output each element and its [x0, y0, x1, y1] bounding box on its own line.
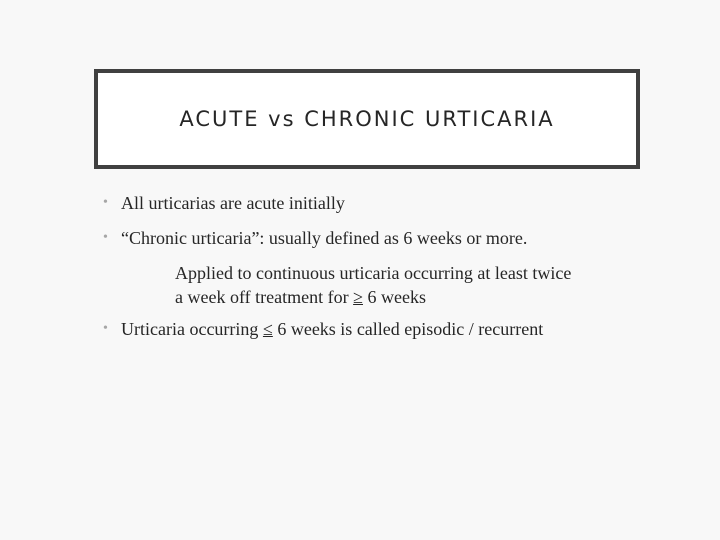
bullet-text: All urticarias are acute initially — [121, 193, 345, 213]
sub-paragraph-line-2 — [175, 285, 645, 309]
title-box — [94, 69, 640, 169]
bullet-marker: • — [103, 230, 108, 245]
bullet-item — [103, 192, 345, 214]
sub-paragraph-line-2-text: a week off treatment for — [175, 287, 354, 307]
bullet-marker: • — [103, 195, 108, 210]
sub-paragraph-line-1: Applied to continuous urticaria occurring at least twice — [175, 263, 572, 283]
bullet-marker: • — [103, 321, 108, 336]
slide-title: ACUTE vs CHRONIC URTICARIA — [179, 107, 555, 131]
bullet-text-post: 6 weeks is called episodic / recurrent — [272, 319, 544, 339]
bullet-text — [121, 319, 543, 339]
bullet-text-pre: Urticaria occurring — [121, 319, 263, 339]
sub-paragraph — [175, 261, 645, 309]
bullet-item — [103, 318, 544, 340]
sub-paragraph-line-2-tail: 6 weeks — [362, 287, 426, 307]
bullet-item — [103, 227, 528, 249]
less-equal-symbol: ≤ — [262, 319, 273, 339]
greater-equal-symbol: ≥ — [353, 287, 363, 307]
bullet-text: “Chronic urticaria”: usually defined as 6 weeks or more. — [121, 228, 528, 248]
